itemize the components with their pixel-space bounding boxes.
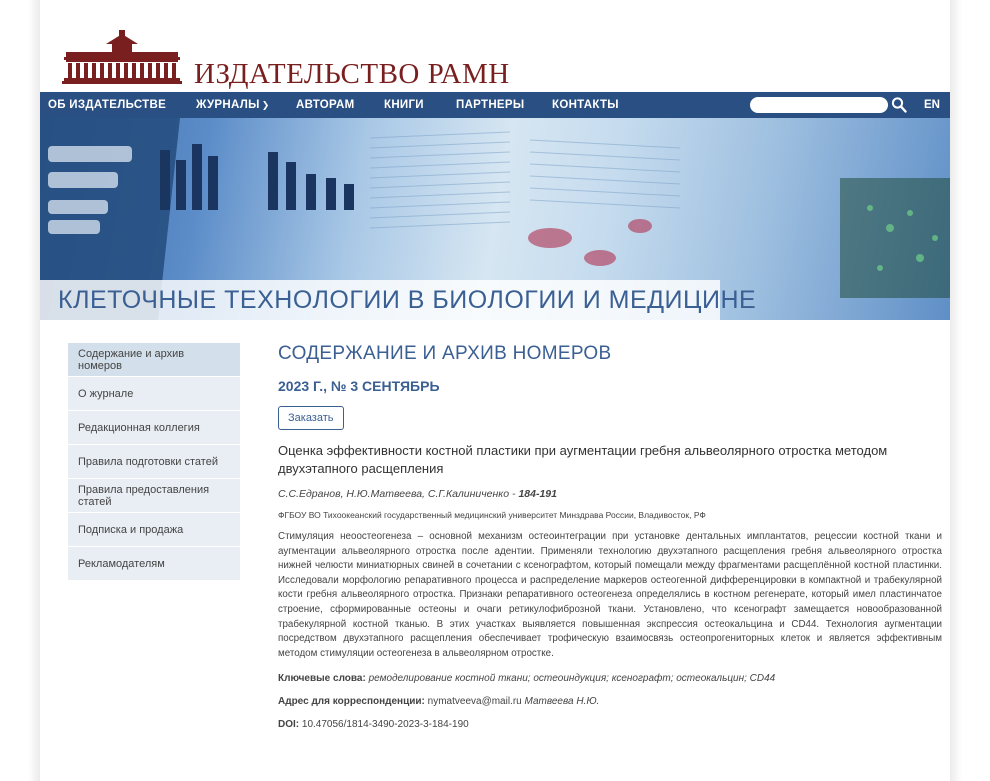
sidebar-item-contents-archive[interactable]: Содержание и архив номеров (68, 343, 240, 377)
main-content (278, 343, 942, 730)
journal-banner (40, 118, 950, 320)
article-abstract: Стимуляция неоостеогенеза – основной механизм остеоинтеграции при установке дентальных имплантатов, рецессии костной ткани и аугментации альвеолярного отростка после адентии. Применяли технологию двухэтапного расщепления гребня альвеолярного отростка нижней челюсти миниатюрных свиней в сочетании с ксенографтом, который помещали между фрагментами расщеплённой костной пластинки. Исследовали морфологию репаративного процесса и распределение маркеров остеогенной дифференцировки в компактной и трабекулярной кости гребня альвеолярного отростка. Признаки репаративного остеогенеза определялись в костном регенерате, который имел пластинчатое строение, сформированные остеоны и очаги ретикулофиброзной ткани. Установлено, что ксенографт замещается новообразованной трабекулярной костной тканью. В этих участках выявляется повышенная экспрессия остеокальцина и CD44. Технология аугментации посредством двухэтапного расщепления обеспечивает трофическую взаимосвязь остеопрогениторных клеток и является эффективным методом стимуляции остеогенеза в альвеолярном отростке. (278, 531, 942, 659)
sidebar-item-subscription[interactable]: Подписка и продажа (68, 513, 240, 547)
sidebar (68, 343, 240, 581)
article-affiliation: ФГБОУ ВО Тихоокеанский государственный медицинский университет Минздрава России, Владивосток, РФ (278, 510, 706, 520)
page-container (40, 0, 950, 781)
journal-title: КЛЕТОЧНЫЕ ТЕХНОЛОГИИ В БИОЛОГИИ И МЕДИЦИНЕ (58, 286, 757, 314)
nav-item-contacts[interactable]: КОНТАКТЫ (552, 99, 619, 111)
nav-item-books[interactable]: КНИГИ (384, 99, 424, 111)
sidebar-item-about-journal[interactable]: О журнале (68, 377, 240, 411)
nav-item-journals[interactable] (196, 99, 270, 111)
article-doi (278, 719, 942, 730)
sidebar-item-submission-rules[interactable]: Правила предоставления статей (68, 479, 240, 513)
chevron-down-icon: ❯ (261, 100, 270, 110)
authors-names: С.С.Едранов, Н.Ю.Матвеева, С.Г.Калиниченко - (278, 488, 519, 500)
order-button[interactable]: Заказать (278, 406, 344, 430)
article-title-link[interactable]: Оценка эффективности костной пластики при аугментации гребня альвеолярного отростка методом двухэтапного расщепления (278, 443, 888, 476)
main-nav (40, 92, 950, 118)
article-correspondence (278, 696, 942, 707)
article-keywords (278, 673, 942, 684)
nav-item-journals-label: ЖУРНАЛЫ (196, 99, 260, 111)
publisher-logo-icon[interactable] (62, 30, 182, 84)
page-shadow-left (28, 0, 40, 781)
page-title: СОДЕРЖАНИЕ И АРХИВ НОМЕРОВ (278, 343, 612, 364)
article-authors (278, 488, 942, 500)
nav-item-about[interactable]: ОБ ИЗДАТЕЛЬСТВЕ (48, 99, 167, 111)
correspondence-email[interactable]: nymatveeva@mail.ru (427, 696, 522, 708)
issue-title: 2023 Г., № 3 СЕНТЯБРЬ (278, 378, 440, 394)
sidebar-item-advertisers[interactable]: Рекламодателям (68, 547, 240, 581)
nav-item-authors[interactable]: АВТОРАМ (296, 99, 355, 111)
nav-item-partners[interactable]: ПАРТНЕРЫ (456, 99, 525, 111)
correspondence-label: Адрес для корреспонденции: (278, 696, 425, 708)
publisher-title[interactable]: ИЗДАТЕЛЬСТВО РАМН (194, 58, 510, 90)
keywords-label: Ключевые слова: (278, 673, 366, 685)
doi-label: DOI: (278, 719, 300, 731)
article-pages: 184-191 (518, 488, 557, 500)
sidebar-item-editorial-board[interactable]: Редакционная коллегия (68, 411, 240, 445)
search-input[interactable] (750, 97, 888, 113)
correspondence-name: Матвеева Н.Ю. (524, 696, 600, 708)
doi-value[interactable]: 10.47056/1814-3490-2023-3-184-190 (301, 719, 469, 731)
search-icon[interactable] (891, 96, 907, 114)
site-header (40, 0, 950, 92)
language-switch[interactable]: EN (924, 99, 940, 111)
keywords-value: ремоделирование костной ткани; остеоиндукция; ксенографт; остеокальцин; CD44 (368, 673, 776, 685)
sidebar-item-preparation-rules[interactable]: Правила подготовки статей (68, 445, 240, 479)
page-shadow-right (950, 0, 962, 781)
